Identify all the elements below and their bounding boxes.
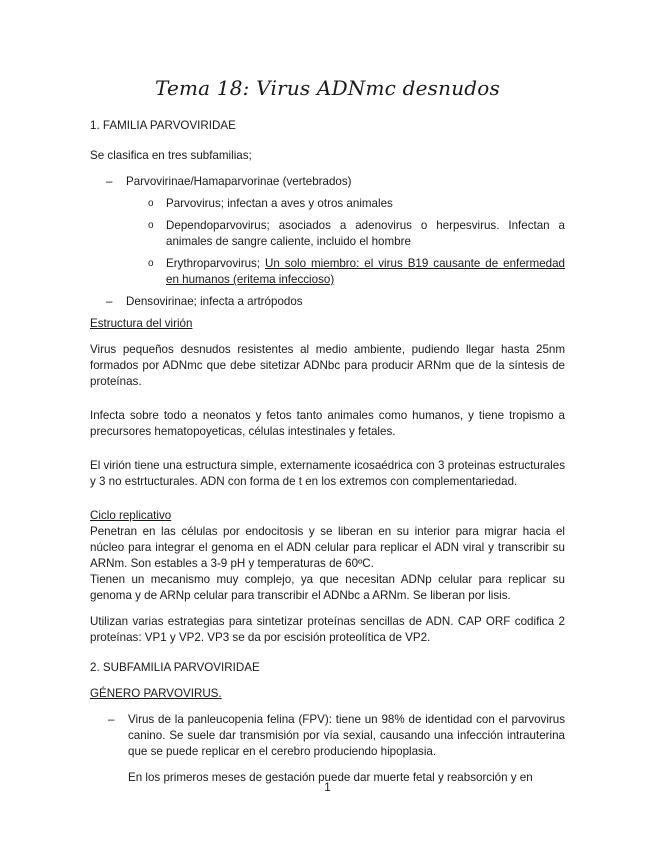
genera-list — [90, 196, 565, 288]
list-item-fpv — [90, 712, 565, 760]
section-heading-subfamilia: 2. SUBFAMILIA PARVOVIRIDAE — [90, 661, 260, 674]
subfamily-item-densovirinae: – Densovirinae; infecta a artrópodos — [90, 294, 565, 310]
genus-text: Dependoparvovirus; asociados a adenovirus o herpesvirus. Infectan a animales de sangre caliente, incluido el hombre — [166, 219, 565, 248]
dash-bullet-icon: – — [108, 713, 115, 726]
paragraph-ciclo-3: Utilizan varias estrategias para sintetizar proteínas sencillas de ADN. CAP ORF codifica 2 proteínas: VP1 y VP2. VP3 se da por escisión proteolítica de VP2. — [90, 615, 565, 644]
list-item-text: Virus de la panleucopenia felina (FPV): tiene un 98% de identidad con el parvovirus canino. Se suele dar transmisión por vía sexial, causando una infección intrauterina que se puede replicar en el cerebro produciendo hipoplasia. — [128, 713, 565, 758]
paragraph-ciclo-1: Penetran en las células por endocitosis y se liberan en su interior para migrar hacia el núcleo para integrar el genoma en el ADN celular para replicar el ADN viral y transcribir su ARNm. Son estables a 3-9 pH y temperaturas de 60ºC. — [90, 525, 565, 570]
subheading-estructura: Estructura del virión — [90, 317, 193, 330]
genus-text: Parvovirus; infectan a aves y otros animales — [166, 197, 393, 210]
circle-bullet-icon: o — [148, 198, 154, 209]
page-number: 1 — [324, 781, 331, 794]
subheading-genero: GÉNERO PARVOVIRUS. — [90, 687, 222, 700]
section-heading-familia: 1. FAMILIA PARVOVIRIDAE — [90, 119, 236, 132]
paragraph-estructura-1: Virus pequeños desnudos resistentes al medio ambiente, pudiendo llegar hasta 25nm formados por ADNmc que debe sitetizar ADNbc para producir ARNm que de la síntesis de proteínas. — [90, 343, 565, 388]
classification-intro: Se clasifica en tres subfamilias; — [90, 149, 252, 162]
genus-text: Erythroparvovirus; — [166, 257, 266, 270]
paragraph-ciclo-2: Tienen un mecanismo muy complejo, ya que necesitan ADNp celular para replicar su genoma y de ARNp celular para transcribir el ADNbc a ARNm. Se liberan por lisis. — [90, 573, 565, 602]
paragraph-gestacion: En los primeros meses de gestación puede dar muerte fetal y reabsorción y en — [128, 771, 533, 784]
subfamily-item-parvovirinae: – Parvovirinae/Hamaparvorinae (vertebrados) — [90, 174, 565, 190]
genus-item — [90, 218, 565, 250]
genus-item — [90, 256, 565, 288]
circle-bullet-icon: o — [148, 258, 154, 269]
circle-bullet-icon: o — [148, 220, 154, 231]
genus-text-underlined: Un solo miembro: el virus B19 causante de enfermedad en humanos (eritema infeccioso) — [166, 257, 565, 286]
genus-item — [90, 196, 565, 212]
subheading-ciclo: Ciclo replicativo — [90, 509, 172, 522]
page-title: Tema 18: Virus ADNmc desnudos — [154, 76, 501, 100]
paragraph-estructura-2: Infecta sobre todo a neonatos y fetos tanto animales como humanos, y tiene tropismo a precursores hematopoyeticas, células intestinales y fetales. — [90, 409, 565, 438]
paragraph-estructura-3: El virión tiene una estructura simple, externamente icosaédrica con 3 proteinas estructurales y 3 no estrtucturales. ADN con forma de t en los extremos con complementariedad. — [90, 459, 565, 488]
